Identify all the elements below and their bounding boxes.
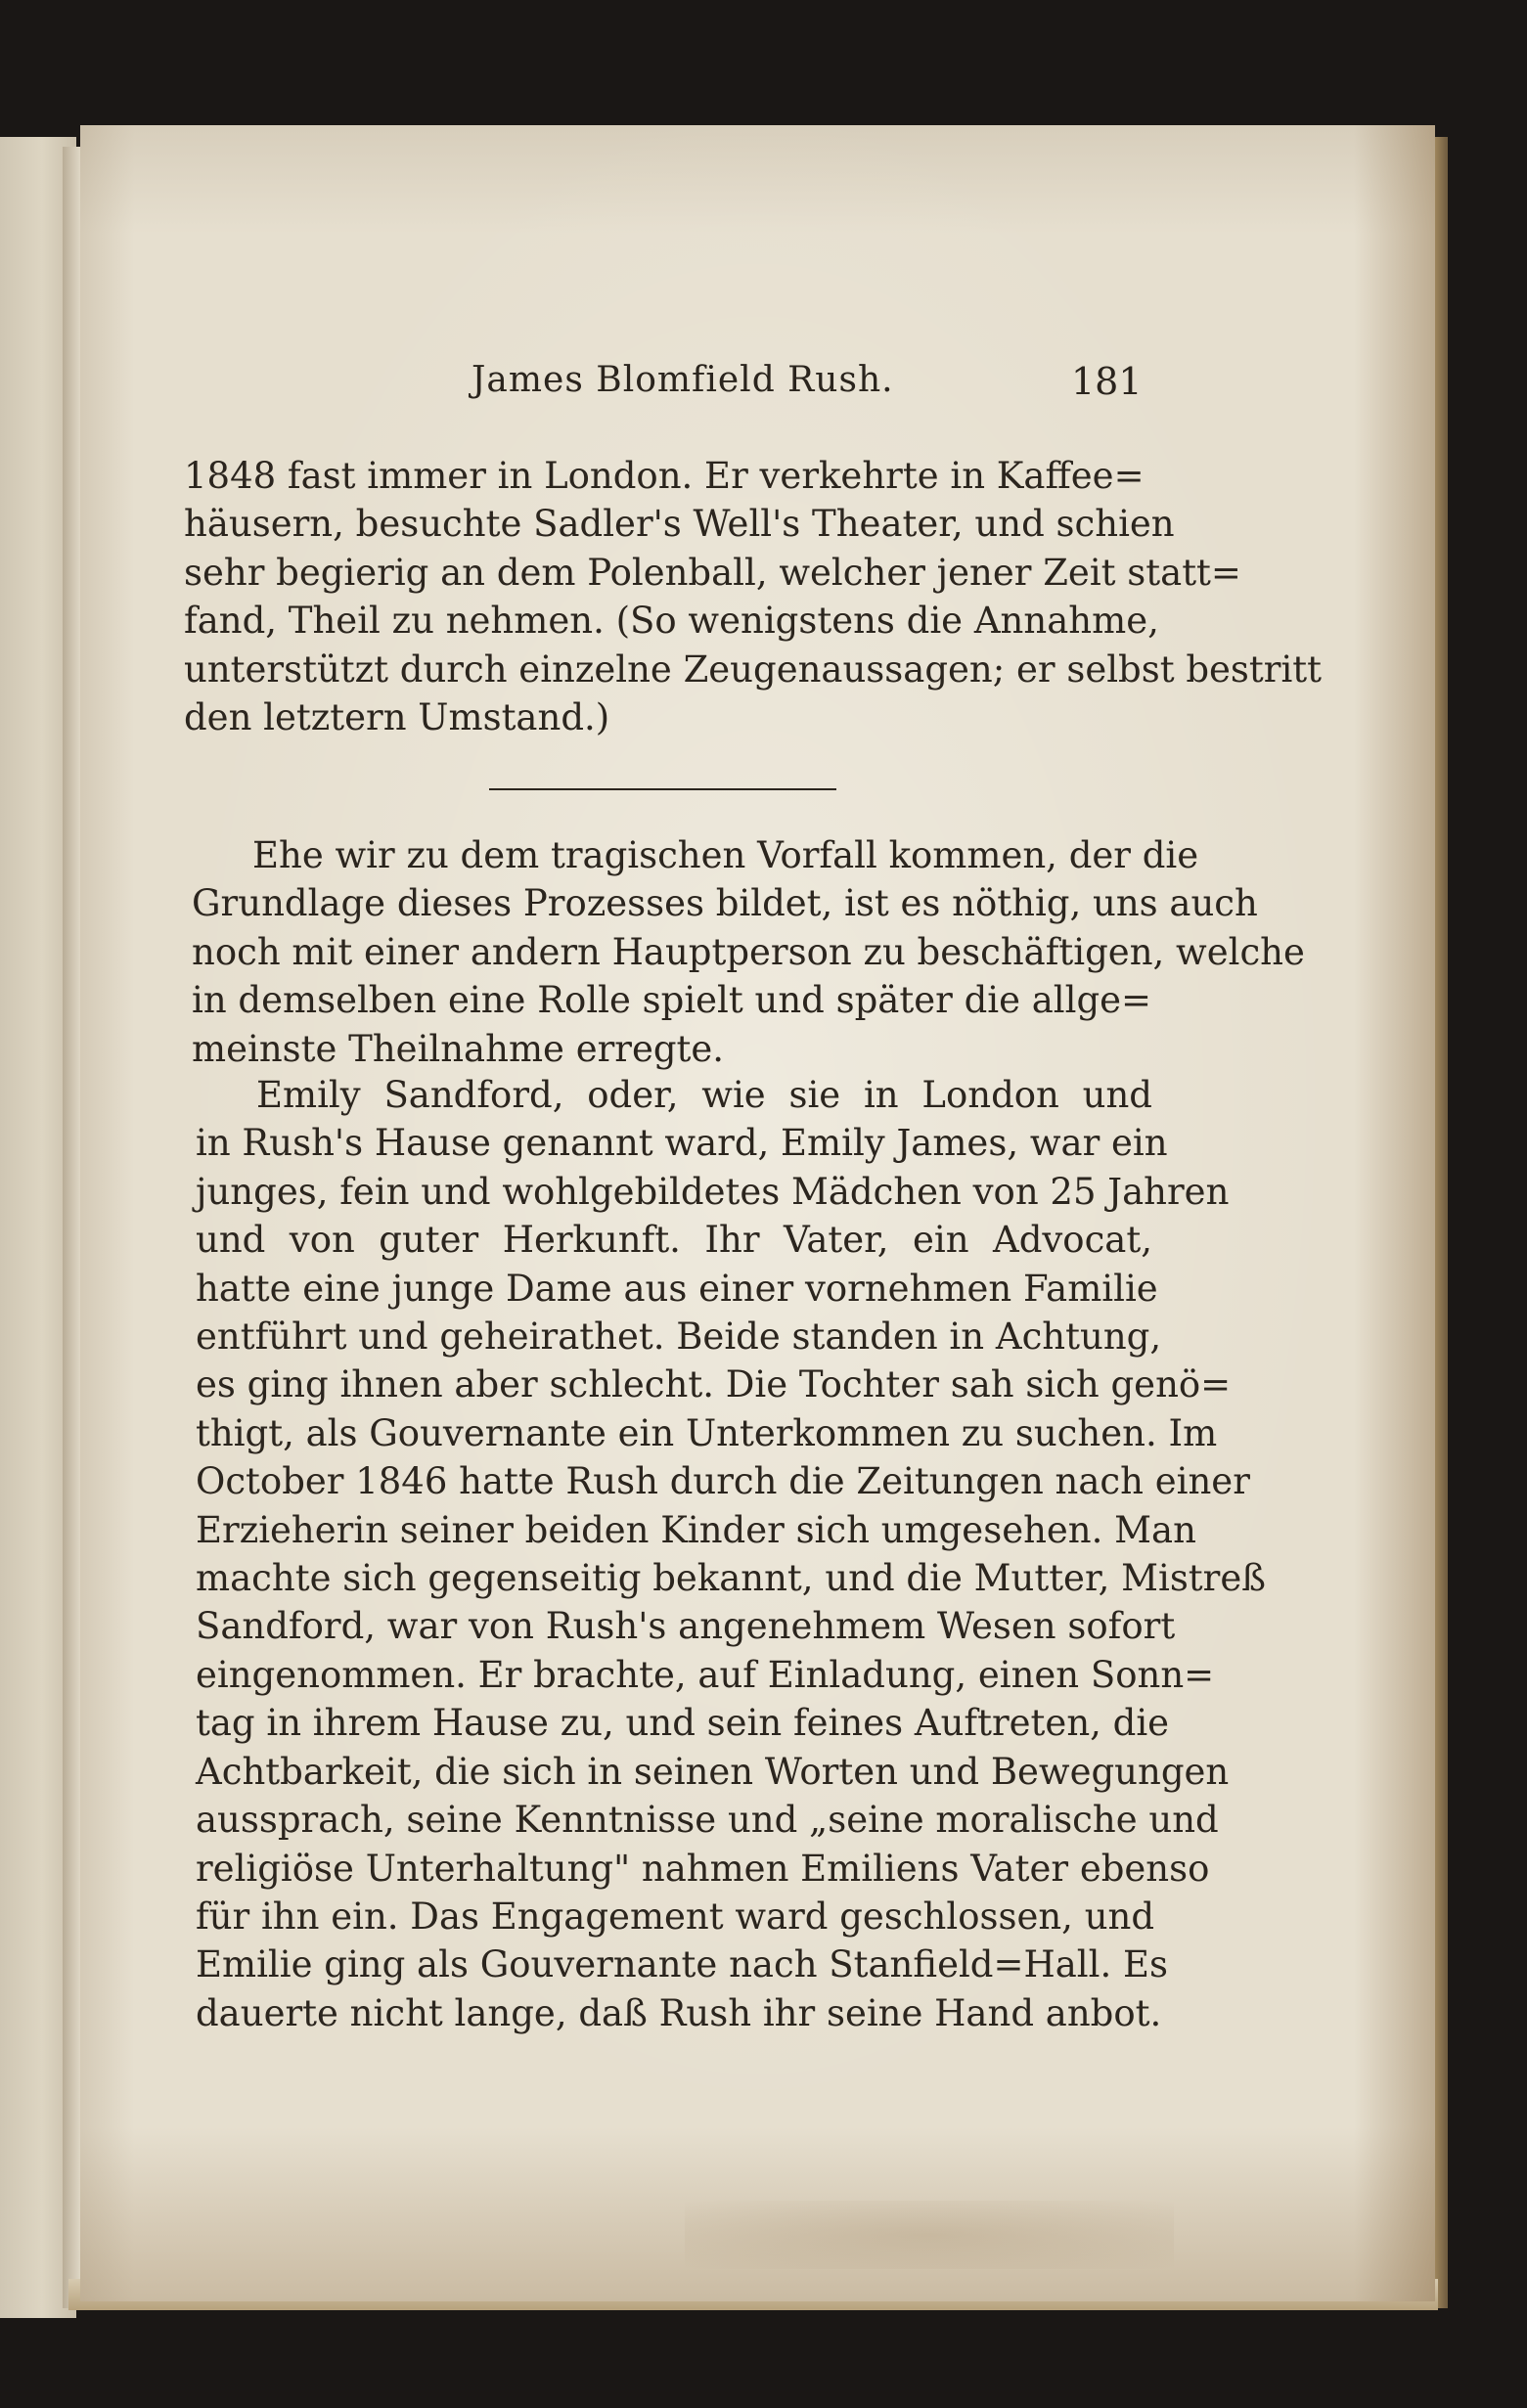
text-line: für ihn ein. Das Engagement ward geschlossen, und [196,1895,1155,1938]
text-line: in demselben eine Rolle spielt und später die allge= [192,979,1152,1022]
text-line: thigt, als Gouvernante ein Unterkommen zu suchen. Im [196,1411,1218,1454]
running-title: James Blomfield Rush. [472,360,894,400]
text-line: fand, Theil zu nehmen. (So wenigstens die Annahme, [184,600,1159,643]
text-line: Emily Sandford, oder, wie sie in London und [256,1074,1152,1116]
text-line: häusern, besuchte Sadler's Well's Theater, und schien [184,503,1175,546]
page-header [0,360,1527,419]
text-line: meinste Theilnahme erregte. [192,1027,725,1070]
text-line: 1848 fast immer in London. Er verkehrte in Kaffee= [184,455,1145,497]
text-line: junges, fein und wohlgebildetes Mädchen von 25 Jahren [196,1170,1230,1213]
section-divider [489,788,836,790]
text-line: entführt und geheirathet. Beide standen in Achtung, [196,1315,1162,1359]
text-line: Ehe wir zu dem tragischen Vorfall kommen, der die [252,834,1199,876]
paragraph-3 [196,1071,1266,2037]
book-gutter [63,147,82,2308]
text-line: religiöse Unterhaltung" nahmen Emiliens Vater ebenso [196,1847,1210,1890]
page-number: 181 [1071,360,1143,403]
text-line: aussprach, seine Kenntnisse und „seine moralische und [196,1799,1219,1842]
text-line: und von guter Herkunft. Ihr Vater, ein Advocat, [196,1219,1152,1262]
text-line: Grundlage dieses Prozesses bildet, ist es nöthig, uns auch [192,882,1258,925]
text-line: in Rush's Hause genannt ward, Emily James, war ein [196,1122,1168,1165]
text-line: Sandford, war von Rush's angenehmem Wesen sofort [196,1605,1176,1648]
text-line: eingenommen. Er brachte, auf Einladung, einen Sonn= [196,1653,1215,1696]
text-line: den letztern Umstand.) [184,696,610,739]
text-line: October 1846 hatte Rush durch die Zeitungen nach einer [196,1460,1250,1503]
paragraph-2 [192,831,1305,1073]
text-line: Achtbarkeit, die sich in seinen Worten und Bewegungen [196,1750,1230,1793]
paper-stain [685,2201,1174,2269]
text-line: es ging ihnen aber schlecht. Die Tochter sah sich genö= [196,1363,1232,1406]
text-line: machte sich gegenseitig bekannt, und die Mutter, Mistreß [196,1557,1266,1600]
text-line: Emilie ging als Gouvernante nach Stanfield=Hall. Es [196,1943,1168,1986]
text-line: tag in ihrem Hause zu, und sein feines Auftreten, die [196,1702,1170,1745]
paragraph-1 [184,452,1323,741]
text-line: noch mit einer andern Hauptperson zu beschäftigen, welche [192,930,1305,973]
text-line: Erzieherin seiner beiden Kinder sich umgesehen. Man [196,1508,1196,1551]
text-line: hatte eine junge Dame aus einer vornehmen Familie [196,1267,1158,1310]
text-line: unterstützt durch einzelne Zeugenaussagen; er selbst bestritt [184,647,1323,691]
text-line: sehr begierig an dem Polenball, welcher jener Zeit statt= [184,551,1241,594]
text-line: dauerte nicht lange, daß Rush ihr seine Hand anbot. [196,1991,1162,2034]
